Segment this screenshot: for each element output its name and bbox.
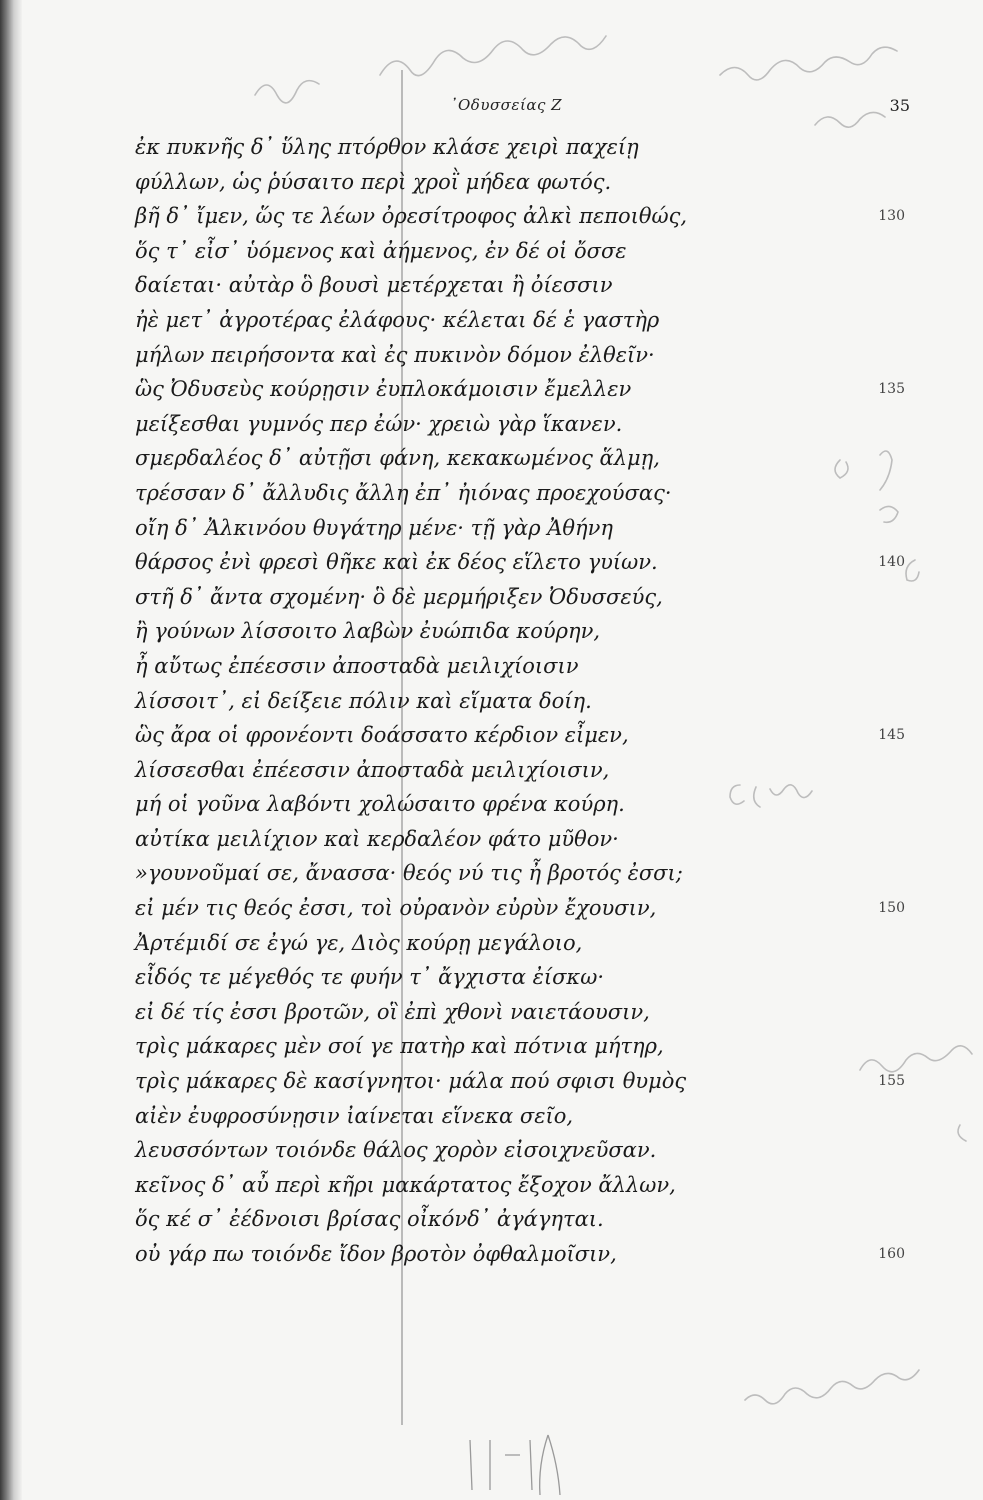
- verse-line: [135, 684, 905, 719]
- verse-line: [135, 130, 905, 165]
- verse-line: [135, 960, 905, 995]
- verse-text: οὐ γάρ πω τοιόνδε ἴδον βροτὸν ὀφθαλμοῖσιν,: [135, 1242, 617, 1266]
- verse-line: [135, 165, 905, 200]
- verse-line: [135, 1168, 905, 1203]
- verse-line: [135, 372, 905, 407]
- line-number: 155: [878, 1073, 905, 1090]
- verse-text: ἦ αὔτως ἐπέεσσιν ἀποσταδὰ μειλιχίοισιν: [135, 653, 579, 678]
- verse-text: φύλλων, ὡς ῥύσαιτο περὶ χροῒ μήδεα φωτός.: [135, 169, 612, 194]
- verse-line: [135, 234, 905, 269]
- verse-line: [135, 580, 905, 615]
- verse-text: σμερδαλέος δ᾿ αὐτῇσι φάνη, κεκακωμένος ἅλμῃ,: [135, 446, 660, 471]
- verse-text: ὅς τ᾿ εἶσ᾿ ὑόμενος καὶ ἀήμενος, ἐν δέ οἱ ὄσσε: [135, 238, 627, 263]
- verse-line: [135, 441, 905, 476]
- verse-line: [135, 926, 905, 961]
- verse-line: [135, 268, 905, 303]
- verse-line: [135, 1064, 905, 1099]
- verse-text: οἴη δ᾿ Ἀλκινόου θυγάτηρ μένε· τῇ γὰρ Ἀθήνη: [135, 515, 613, 540]
- verse-text: λευσσόντων τοιόνδε θάλος χορὸν εἰσοιχνεῦσαν.: [135, 1138, 657, 1163]
- book-section-title: ᾿Οδυσσείας Ζ: [450, 96, 563, 114]
- verse-text: λίσσοιτ᾿, εἰ δείξειε πόλιν καὶ εἵματα δοίη.: [135, 688, 592, 713]
- verse-text: κεῖνος δ᾿ αὖ περὶ κῆρι μακάρτατος ἔξοχον ἄλλων,: [135, 1172, 676, 1197]
- verse-text: ὣς ἄρα οἱ φρονέοντι δοάσσατο κέρδιον εἶμεν,: [135, 723, 629, 748]
- verse-line: [135, 1099, 905, 1134]
- verse-line: [135, 545, 905, 580]
- verse-text: βῆ δ᾿ ἴμεν, ὥς τε λέων ὀρεσίτροφος ἀλκὶ πεποιθώς,: [135, 204, 688, 229]
- verse-line: [135, 338, 905, 373]
- verse-text: ὅς κέ σ᾿ ἐέδνοισι βρίσας οἶκόνδ᾿ ἀγάγηται.: [135, 1207, 604, 1232]
- verse-text: »γουνοῦμαί σε, ἄνασσα· θεός νύ τις ἦ βροτός ἐσσι;: [135, 861, 683, 886]
- line-number: 145: [878, 727, 905, 744]
- verse-text: ὣς Ὀδυσεὺς κούρῃσιν ἐυπλοκάμοισιν ἔμελλεν: [135, 377, 632, 402]
- verse-line: [135, 1202, 905, 1237]
- verse-line: [135, 407, 905, 442]
- page-binding-edge: [0, 0, 22, 1500]
- verse-line: [135, 511, 905, 546]
- line-number: 135: [878, 381, 905, 398]
- verse-text: τρὶς μάκαρες δὲ κασίγνητοι· μάλα πού σφισι θυμὸς: [135, 1069, 687, 1094]
- verse-line: [135, 649, 905, 684]
- verse-text: αἰὲν ἐυφροσύνῃσιν ἰαίνεται εἵνεκα σεῖο,: [135, 1103, 574, 1128]
- verse-text: τρὶς μάκαρες μὲν σοί γε πατὴρ καὶ πότνια μήτηρ,: [135, 1034, 664, 1059]
- verse-line: [135, 1237, 905, 1272]
- verse-text: στῆ δ᾿ ἄντα σχομένη· ὃ δὲ μερμήριξεν Ὀδυσσεύς,: [135, 584, 663, 609]
- verse-text: [135, 130, 905, 1272]
- page-header: [130, 96, 910, 126]
- verse-text: Ἀρτέμιδί σε ἐγώ γε, Διὸς κούρῃ μεγάλοιο,: [135, 930, 583, 955]
- verse-text: εἰ μέν τις θεός ἐσσι, τοὶ οὐρανὸν εὐρὺν ἔχουσιν,: [135, 896, 657, 921]
- verse-line: [135, 822, 905, 857]
- verse-line: [135, 753, 905, 788]
- verse-line: [135, 718, 905, 753]
- line-number: 130: [878, 208, 905, 225]
- verse-text: δαίεται· αὐτὰρ ὃ βουσὶ μετέρχεται ἢ ὀίεσσιν: [135, 273, 613, 298]
- verse-line: [135, 1029, 905, 1064]
- verse-text: μείξεσθαι γυμνός περ ἐών· χρειὼ γὰρ ἵκανεν.: [135, 411, 623, 436]
- verse-text: ἐκ πυκνῆς δ᾿ ὕλης πτόρθον κλάσε χειρὶ παχείῃ: [135, 135, 639, 159]
- verse-text: ἠὲ μετ᾿ ἀγροτέρας ἐλάφους· κέλεται δέ ἑ γαστὴρ: [135, 307, 660, 332]
- verse-line: [135, 891, 905, 926]
- verse-text: αὐτίκα μειλίχιον καὶ κερδαλέον φάτο μῦθον·: [135, 826, 619, 851]
- verse-text: θάρσος ἐνὶ φρεσὶ θῆκε καὶ ἐκ δέος εἵλετο γυίων.: [135, 550, 658, 575]
- verse-text: λίσσεσθαι ἐπέεσσιν ἀποσταδὰ μειλιχίοισιν,: [135, 757, 610, 782]
- verse-line: [135, 995, 905, 1030]
- verse-text: μή οἱ γοῦνα λαβόντι χολώσαιτο φρένα κούρη.: [135, 792, 625, 817]
- verse-text: μήλων πειρήσοντα καὶ ἐς πυκινὸν δόμον ἐλθεῖν·: [135, 342, 655, 367]
- line-number: 150: [878, 900, 905, 917]
- line-number: 160: [878, 1246, 905, 1262]
- page-number: 35: [889, 96, 910, 115]
- verse-line: [135, 614, 905, 649]
- verse-line: [135, 199, 905, 234]
- verse-line: [135, 787, 905, 822]
- verse-text: ἢ γούνων λίσσοιτο λαβὼν ἐυώπιδα κούρην,: [135, 619, 601, 644]
- verse-text: τρέσσαν δ᾿ ἄλλυδις ἄλλη ἐπ᾿ ἠιόνας προεχούσας·: [135, 480, 672, 505]
- verse-line: [135, 856, 905, 891]
- verse-line: [135, 303, 905, 338]
- line-number: 140: [878, 554, 905, 571]
- verse-text: εἶδός τε μέγεθός τε φυήν τ᾿ ἄγχιστα ἐίσκω·: [135, 965, 605, 990]
- verse-line: [135, 476, 905, 511]
- verse-text: εἰ δέ τίς ἐσσι βροτῶν, οἳ ἐπὶ χθονὶ ναιετάουσιν,: [135, 999, 650, 1024]
- verse-line: [135, 1133, 905, 1168]
